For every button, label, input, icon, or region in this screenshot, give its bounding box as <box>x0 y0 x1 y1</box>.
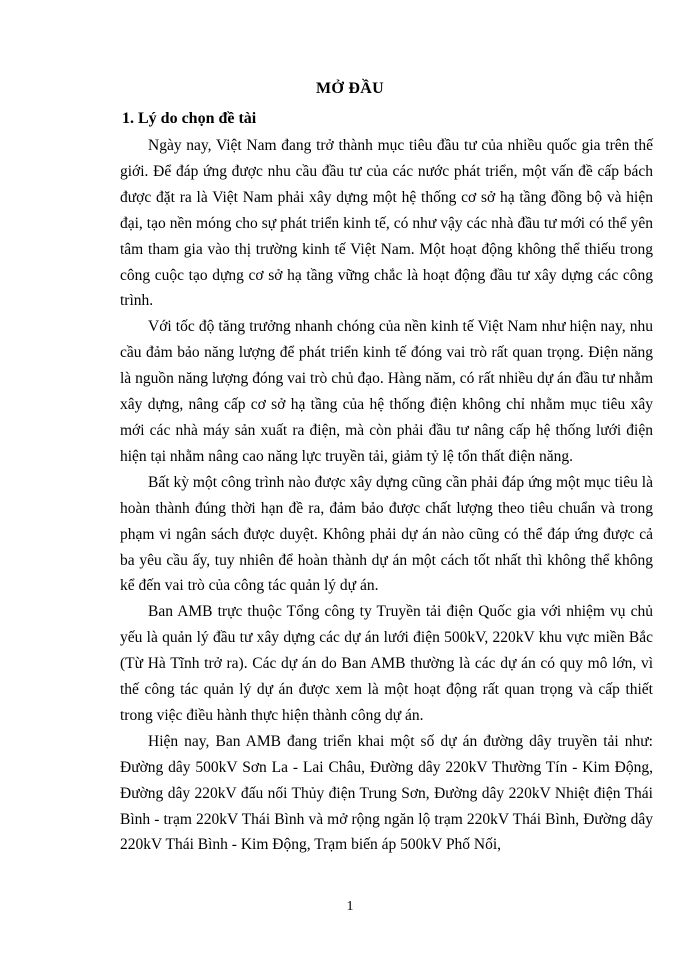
paragraph-4: Ban AMB trực thuộc Tổng công ty Truyền tải điện Quốc gia với nhiệm vụ chủ yếu là quản lý đầu tư xây dựng các dự án lưới điện 500kV, 220kV khu vực miền Bắc (Từ Hà Tĩnh trở ra). Các dự án do Ban AMB thường là các dự án có quy mô lớn, vì thế công tác quản lý dự án được xem là một hoạt động rất quan trọng và cấp thiết trong việc điều hành thực hiện thành công dự án. <box>120 603 653 724</box>
paragraph-3: Bất kỳ một công trình nào được xây dựng cũng cần phải đáp ứng một mục tiêu là hoàn thành đúng thời hạn đề ra, đảm bảo được chất lượng theo tiêu chuẩn và trong phạm vi ngân sách được duyệt. Không phải dự án nào cũng có thể đáp ứng được cả ba yêu cầu ấy, tuy nhiên để hoàn thành dự án một cách tốt nhất thì không thể không kể đến vai trò của công tác quản lý dự án. <box>120 473 653 595</box>
body-text <box>120 133 653 858</box>
page-number: 1 <box>346 899 354 914</box>
paragraph-5: Hiện nay, Ban AMB đang triển khai một số dự án đường dây truyền tải như: Đường dây 500kV Sơn La - Lai Châu, Đường dây 220kV Thường Tín - Kim Động, Đường dây 220kV đấu nối Thủy điện Trung Sơn, Đường dây 220kV Nhiệt điện Thái Bình - trạm 220kV Thái Bình và mở rộng ngăn lộ trạm 220kV Thái Bình, Đường dây 220kV Thái Bình - Kim Động, Trạm biến áp 500kV Phố Nối, <box>120 732 653 854</box>
paragraph-1: Ngày nay, Việt Nam đang trở thành mục tiêu đầu tư của nhiều quốc gia trên thế giới. Để đáp ứng được nhu cầu đầu tư của các nước phát triển, một vấn đề cấp bách được đặt ra là Việt Nam phải xây dựng một hệ thống cơ sở hạ tầng đồng bộ và hiện đại, tạo nền móng cho sự phát triển kinh tế, có như vậy các nhà đầu tư mới có thể yên tâm tham gia vào thị trường kinh tế Việt Nam. Một hoạt động không thể thiếu trong công cuộc tạo dựng cơ sở hạ tầng vững chắc là hoạt động đầu tư xây dựng các công trình. <box>120 137 653 310</box>
paragraph-2: Với tốc độ tăng trưởng nhanh chóng của nền kinh tế Việt Nam như hiện nay, nhu cầu đảm bảo năng lượng để phát triển kinh tế đóng vai trò rất quan trọng. Điện năng là nguồn năng lượng đóng vai trò chủ đạo. Hàng năm, có rất nhiều dự án đầu tư nhằm xây dựng, nâng cấp cơ sở hạ tầng của hệ thống điện không chỉ nhằm mục tiêu xây mới các nhà máy sản xuất ra điện, mà còn phải đầu tư nâng cấp hệ thống lưới điện hiện tại nhằm nâng cao năng lực truyền tải, giảm tỷ lệ tổn thất điện năng. <box>120 318 653 465</box>
section-heading: 1. Lý do chọn đề tài <box>122 110 257 127</box>
document-title: MỞ ĐẦU <box>315 80 384 97</box>
